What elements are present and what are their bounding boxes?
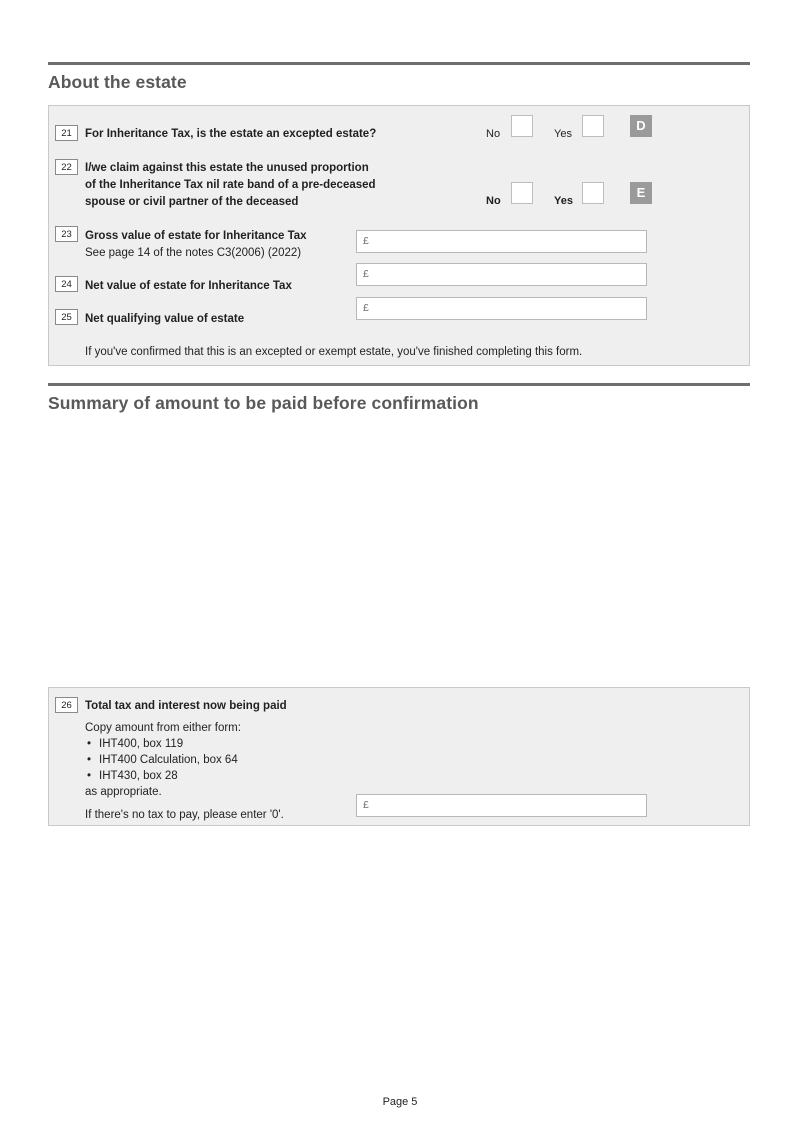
list-item-label: IHT400 Calculation, box 64 [99,754,238,766]
question-21-yes-checkbox[interactable] [582,115,604,137]
question-label-26: Total tax and interest now being paid [85,700,287,712]
question-23-note: See page 14 of the notes C3(2006) (2022) [85,247,302,259]
section-summary-of-amount [48,383,750,420]
question-21-no-label: No [486,128,501,140]
question-number-25: 25 [55,309,78,325]
currency-symbol: £ [363,799,369,811]
list-item [87,736,387,752]
question-label-23: Gross value of estate for Inheritance Tax [85,230,307,242]
list-item [87,752,387,768]
currency-symbol: £ [363,235,369,247]
question-label-22-line2: of the Inheritance Tax nil rate band of a pre-deceased [85,179,376,191]
question-25-amount-input[interactable] [356,297,647,320]
as-appropriate-note: as appropriate. [85,786,162,798]
question-label-25: Net qualifying value of estate [85,313,245,325]
list-item [87,768,387,784]
question-22-no-checkbox[interactable] [511,182,533,204]
bullet-dot-icon: • [87,754,92,766]
question-24-amount-input[interactable] [356,263,647,286]
summary-panel [48,687,750,826]
bullet-dot-icon: • [87,770,92,782]
question-26-amount-input[interactable] [356,794,647,817]
no-tax-note: If there's no tax to pay, please enter '0'. [85,809,284,821]
question-label-21: For Inheritance Tax, is the estate an excepted estate? [85,128,377,140]
question-22-no-label: No [486,195,501,207]
section-title-about-the-estate: About the estate [48,72,187,92]
section-title-summary: Summary of amount to be paid before confirmation [48,393,479,413]
list-item-label: IHT430, box 28 [99,770,178,782]
question-21-tag-d: D [630,115,652,137]
question-label-22-line1: I/we claim against this estate the unused proportion [85,162,369,174]
bullet-dot-icon: • [87,738,92,750]
question-22-tag-e: E [630,182,652,204]
currency-symbol: £ [363,268,369,280]
question-22-yes-checkbox[interactable] [582,182,604,204]
question-number-21: 21 [55,125,78,141]
section-about-the-estate [48,62,750,99]
currency-symbol: £ [363,302,369,314]
copy-amount-intro: Copy amount from either form: [85,722,241,734]
question-label-22-line3: spouse or civil partner of the deceased [85,196,299,208]
question-number-22: 22 [55,159,78,175]
excepted-estate-footnote: If you've confirmed that this is an excepted or exempt estate, you've finished completing this form. [85,346,583,358]
question-number-24: 24 [55,276,78,292]
question-23-amount-input[interactable] [356,230,647,253]
question-22-yes-label: Yes [554,195,573,207]
page-footer: Page 5 [382,1096,418,1108]
list-item-label: IHT400, box 119 [99,738,184,750]
question-21-yes-label: Yes [554,128,572,140]
question-number-26: 26 [55,697,78,713]
question-label-24: Net value of estate for Inheritance Tax [85,280,292,292]
question-number-23: 23 [55,226,78,242]
about-the-estate-panel [48,105,750,366]
question-21-no-checkbox[interactable] [511,115,533,137]
